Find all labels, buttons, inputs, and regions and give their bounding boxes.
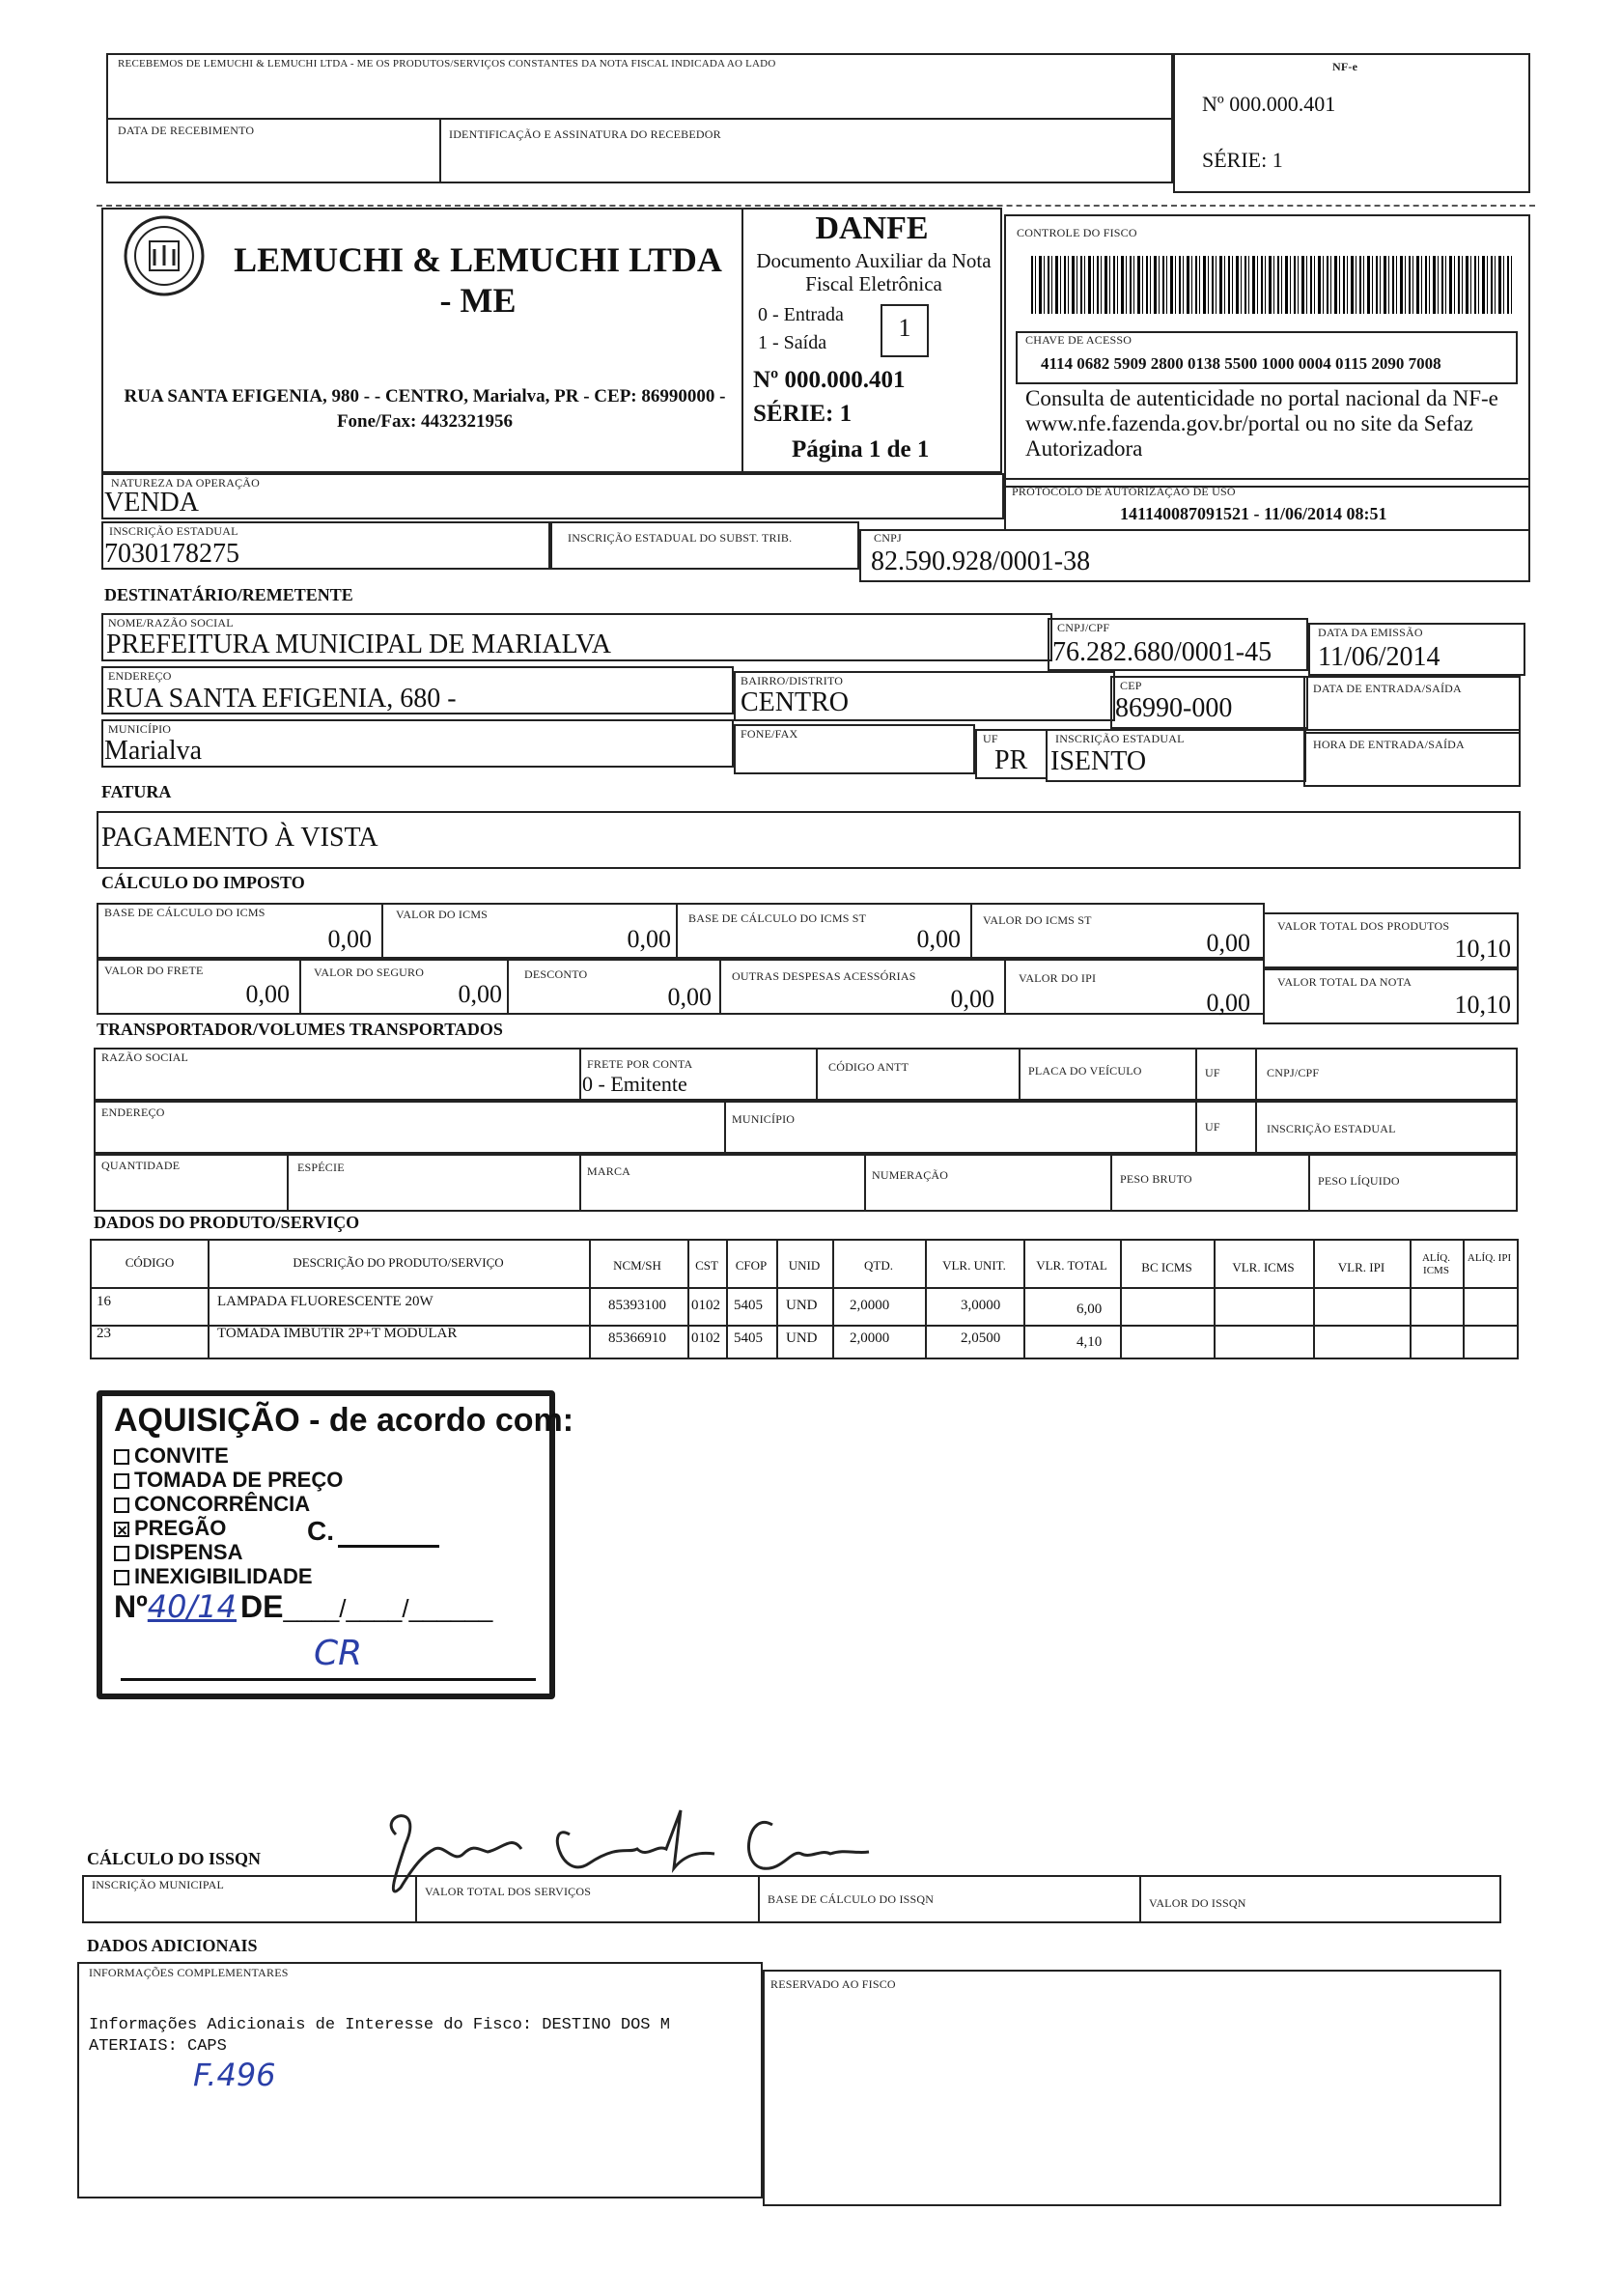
transport-antt-label: CÓDIGO ANTT [828,1060,909,1074]
icms-label: VALOR DO ICMS [396,908,489,921]
col-aliq-ipi: ALÍQ. IPI [1467,1252,1512,1264]
recipient-district: CENTRO [741,687,849,717]
freight-label: VALOR DO FRETE [104,964,204,977]
transport-uf2-label: UF [1205,1120,1220,1134]
transport-numbering-label: NUMERAÇÃO [872,1168,949,1182]
recipient-address-label: ENDEREÇO [108,669,172,683]
additional-info-label: INFORMAÇÕES COMPLEMENTARES [89,1966,289,1979]
row2-cst: 0102 [691,1330,720,1346]
recipient-entry-label: DATA DE ENTRADA/SAÍDA [1313,682,1462,695]
issuer-name: LEMUCHI & LEMUCHI LTDA - ME [234,240,722,320]
recipient-time-label: HORA DE ENTRADA/SAÍDA [1313,738,1465,751]
stamp-checkbox-tomada [114,1473,129,1489]
stamp-number: 40/14 [147,1588,238,1625]
recipient-uf-label: UF [983,732,998,745]
stamp-option-pregao: PREGÃO [114,1516,343,1540]
row2-code: 23 [97,1326,111,1341]
receipt-series: SÉRIE: 1 [1202,148,1283,172]
col-vicms: VLR. ICMS [1232,1260,1295,1274]
danfe-subtitle: Documento Auxiliar da Nota Fiscal Eletrônica [756,249,992,295]
row2-qty: 2,0000 [850,1330,890,1346]
transport-freight-value: 0 - Emitente [582,1072,687,1096]
base-st-value: 0,00 [916,925,961,953]
freight-value: 0,00 [245,980,290,1008]
icms-st-value: 0,00 [1206,929,1250,957]
cnpj-value: 82.590.928/0001-38 [871,546,1091,576]
cnpj-label: CNPJ [874,531,902,545]
access-key-label: CHAVE DE ACESSO [1025,333,1133,347]
recipient-district-label: BAIRRO/DISTRITO [741,674,844,687]
transport-section-title: TRANSPORTADOR/VOLUMES TRANSPORTADOS [97,1020,503,1039]
stamp-option-tomada: TOMADA DE PREÇO [114,1468,343,1492]
transport-city-label: MUNICÍPIO [732,1112,796,1126]
fisco-consult-text: Consulta de autenticidade no portal nacional da NF-e www.nfe.fazenda.gov.br/portal ou no site da Sefaz Autorizadora [1025,386,1498,461]
note-total-value: 10,10 [1454,991,1511,1019]
table-column-divider [687,1239,689,1359]
transport-address-label: ENDEREÇO [101,1106,165,1119]
insurance-value: 0,00 [458,980,502,1008]
icms-st-label: VALOR DO ICMS ST [983,913,1092,927]
receipt-ident-label: IDENTIFICAÇÃO E ASSINATURA DO RECEBEDOR [449,127,721,141]
invoice-section-title: FATURA [101,782,172,801]
col-vtotal: VLR. TOTAL [1036,1258,1107,1273]
danfe-saida: 1 - Saída [758,332,827,353]
products-section-title: DADOS DO PRODUTO/SERVIÇO [94,1213,360,1232]
discount-label: DESCONTO [524,967,588,981]
col-qtd: QTD. [864,1258,893,1273]
insurance-label: VALOR DO SEGURO [314,966,425,979]
row1-vunit: 3,0000 [961,1298,1001,1313]
recipient-phone-label: FONE/FAX [741,727,798,741]
table-column-divider [1214,1239,1216,1359]
receipt-date-label: DATA DE RECEBIMENTO [118,124,255,137]
recipient-cep: 86990-000 [1115,693,1233,723]
recipient-ie: ISENTO [1050,746,1147,776]
danfe-type-value: 1 [898,314,911,342]
other-label: OUTRAS DESPESAS ACESSÓRIAS [732,969,916,983]
invoice-text: PAGAMENTO À VISTA [101,823,378,853]
signature [367,1796,888,1921]
receipt-number: Nº 000.000.401 [1202,92,1336,116]
icms-value: 0,00 [627,925,671,953]
danfe-series: SÉRIE: 1 [753,401,853,427]
transport-ie-label: INSCRIÇÃO ESTADUAL [1267,1122,1396,1135]
issuer-logo [121,212,208,299]
issqn-municipal-label: INSCRIÇÃO MUNICIPAL [92,1878,225,1891]
ie-st-box [550,521,859,570]
col-cst: CST [695,1258,718,1273]
recipient-address: RUA SANTA EFIGENIA, 680 - [106,684,457,714]
receipt-text: RECEBEMOS DE LEMUCHI & LEMUCHI LTDA - ME OS PRODUTOS/SERVIÇOS CONSTANTES DA NOTA FISCAL INDICADA AO LADO [118,58,776,70]
transport-gross-label: PESO BRUTO [1120,1172,1192,1186]
additional-info-box [77,1962,763,2198]
stamp-bottom-line [121,1678,536,1681]
products-total-value: 10,10 [1454,935,1511,963]
row1-desc: LAMPADA FLUORESCENTE 20W [217,1294,433,1309]
additional-section-title: DADOS ADICIONAIS [87,1936,258,1955]
nature-value: VENDA [104,488,199,518]
transport-plate-label: PLACA DO VEÍCULO [1028,1064,1142,1078]
stamp-date-slots: ____/____/______ [283,1594,493,1623]
transport-freight-label: FRETE POR CONTA [587,1057,693,1071]
row1-code: 16 [97,1294,111,1309]
base-icms-label: BASE DE CÁLCULO DO ICMS [104,906,266,919]
recipient-cnpj-label: CNPJ/CPF [1057,621,1110,634]
base-st-label: BASE DE CÁLCULO DO ICMS ST [688,911,867,925]
recipient-city: Marialva [104,736,203,766]
recipient-cnpj: 76.282.680/0001-45 [1052,637,1272,667]
row1-cst: 0102 [691,1298,720,1313]
stamp-c-line [338,1545,439,1548]
danfe-entrada: 0 - Entrada [758,304,844,325]
row1-qty: 2,0000 [850,1298,890,1313]
fisco-control-label: CONTROLE DO FISCO [1017,226,1137,239]
stamp-number-prefix: Nº [114,1589,148,1624]
col-unid: UNID [788,1258,821,1273]
table-column-divider [1023,1239,1025,1359]
row1-ncm: 85393100 [608,1298,666,1313]
transport-brand-label: MARCA [587,1164,631,1178]
col-bcicms: BC ICMS [1141,1260,1192,1274]
row2-vunit: 2,0500 [961,1330,1001,1346]
danfe-page: Página 1 de 1 [792,436,930,462]
base-icms-value: 0,00 [327,925,372,953]
stamp-number-line [114,1588,492,1625]
discount-value: 0,00 [667,983,712,1011]
row2-vtotal: 4,10 [1077,1334,1103,1350]
note-total-label: VALOR TOTAL DA NOTA [1277,975,1412,989]
issqn-value-label: VALOR DO ISSQN [1149,1896,1246,1910]
recipient-name-label: NOME/RAZÃO SOCIAL [108,616,234,630]
recipient-city-label: MUNICÍPIO [108,722,172,736]
access-key-value: 4114 0682 5909 2800 0138 5500 1000 0004 0115 2090 7008 [1041,354,1441,373]
ipi-value: 0,00 [1206,989,1250,1017]
stamp-option-concorrencia: CONCORRÊNCIA [114,1492,343,1516]
stamp-title: AQUISIÇÃO - de acordo com: [114,1402,574,1439]
table-column-divider [1120,1239,1122,1359]
stamp-de-label: DE [240,1589,284,1624]
stamp-option-convite: CONVITE [114,1443,343,1468]
additional-info-line2: ATERIAIS: CAPS [89,2037,227,2056]
table-column-divider [1313,1239,1315,1359]
ie-label: INSCRIÇÃO ESTADUAL [109,524,238,538]
danfe-number: Nº 000.000.401 [753,367,906,393]
transport-net-label: PESO LÍQUIDO [1318,1174,1400,1188]
stamp-option-dispensa: DISPENSA [114,1540,343,1564]
col-ncm: NCM/SH [613,1258,661,1273]
transport-cnpj-label: CNPJ/CPF [1267,1066,1320,1079]
stamp-c-label: C. [307,1516,334,1546]
danfe-title: DANFE [815,210,929,246]
issqn-services-label: VALOR TOTAL DOS SERVIÇOS [425,1885,592,1898]
table-column-divider [589,1239,591,1359]
additional-handwritten: F.496 [193,2057,276,2093]
col-desc: DESCRIÇÃO DO PRODUTO/SERVIÇO [293,1255,504,1270]
protocol-label: PROTOCOLO DE AUTORIZAÇÃO DE USO [1012,485,1236,498]
row1-unit: UND [786,1298,818,1313]
issqn-base-label: BASE DE CÁLCULO DO ISSQN [768,1892,935,1906]
stamp-checkbox-inexigibilidade [114,1570,129,1585]
row1-cfop: 5405 [734,1298,763,1313]
products-total-label: VALOR TOTAL DOS PRODUTOS [1277,919,1450,933]
tax-section-title: CÁLCULO DO IMPOSTO [101,873,305,892]
stamp-checkbox-convite [114,1449,129,1465]
row1-vtotal: 6,00 [1077,1302,1103,1317]
recipient-ie-label: INSCRIÇÃO ESTADUAL [1055,732,1185,745]
issuer-address: RUA SANTA EFIGENIA, 980 - - CENTRO, Marialva, PR - CEP: 86990000 - Fone/Fax: 4432321956 [124,386,726,432]
row2-ncm: 85366910 [608,1330,666,1346]
transport-uf-label: UF [1205,1066,1220,1079]
stamp-option-inexigibilidade: INEXIGIBILIDADE [114,1564,343,1588]
table-column-divider [832,1239,834,1359]
recipient-emission-label: DATA DA EMISSÃO [1318,626,1423,639]
stamp-initials: CR [314,1634,363,1673]
transport-qty-label: QUANTIDADE [101,1159,181,1172]
stamp-checkbox-dispensa [114,1546,129,1561]
ie-st-label: INSCRIÇÃO ESTADUAL DO SUBST. TRIB. [568,531,793,545]
issqn-section-title: CÁLCULO DO ISSQN [87,1849,262,1868]
row2-unit: UND [786,1330,818,1346]
table-column-divider [925,1239,927,1359]
col-code: CÓDIGO [125,1255,175,1270]
table-column-divider [776,1239,778,1359]
cut-line [97,205,1535,207]
transport-name-label: RAZÃO SOCIAL [101,1050,189,1064]
stamp-checkbox-pregao [114,1522,129,1537]
col-aliq-icms: ALÍQ. ICMS [1421,1252,1451,1276]
row2-cfop: 5405 [734,1330,763,1346]
additional-info-line1: Informações Adicionais de Interesse do Fisco: DESTINO DOS M [89,2016,670,2034]
access-key-barcode [1031,256,1514,314]
col-vipi: VLR. IPI [1337,1260,1385,1274]
reserved-box [763,1970,1501,2206]
ie-value: 7030178275 [104,539,239,569]
table-column-divider [726,1239,728,1359]
receipt-nfe-label: NF-e [1332,60,1358,73]
ipi-label: VALOR DO IPI [1019,971,1097,985]
row2-desc: TOMADA IMBUTIR 2P+T MODULAR [217,1326,458,1341]
col-cfop: CFOP [735,1258,768,1273]
col-vunit: VLR. UNIT. [942,1258,1006,1273]
table-column-divider [208,1239,210,1359]
other-value: 0,00 [950,985,994,1013]
recipient-name: PREFEITURA MUNICIPAL DE MARIALVA [106,630,612,659]
recipient-uf: PR [994,745,1028,775]
transport-kind-label: ESPÉCIE [297,1161,345,1174]
recipient-cep-label: CEP [1120,679,1142,692]
recipient-emission: 11/06/2014 [1318,642,1440,672]
stamp-checkbox-concorrencia [114,1498,129,1513]
reserved-label: RESERVADO AO FISCO [770,1977,896,1991]
recipient-section-title: DESTINATÁRIO/REMETENTE [104,585,353,604]
nature-label: NATUREZA DA OPERAÇÃO [111,476,261,490]
protocol-value: 141140087091521 - 11/06/2014 08:51 [1120,504,1387,523]
